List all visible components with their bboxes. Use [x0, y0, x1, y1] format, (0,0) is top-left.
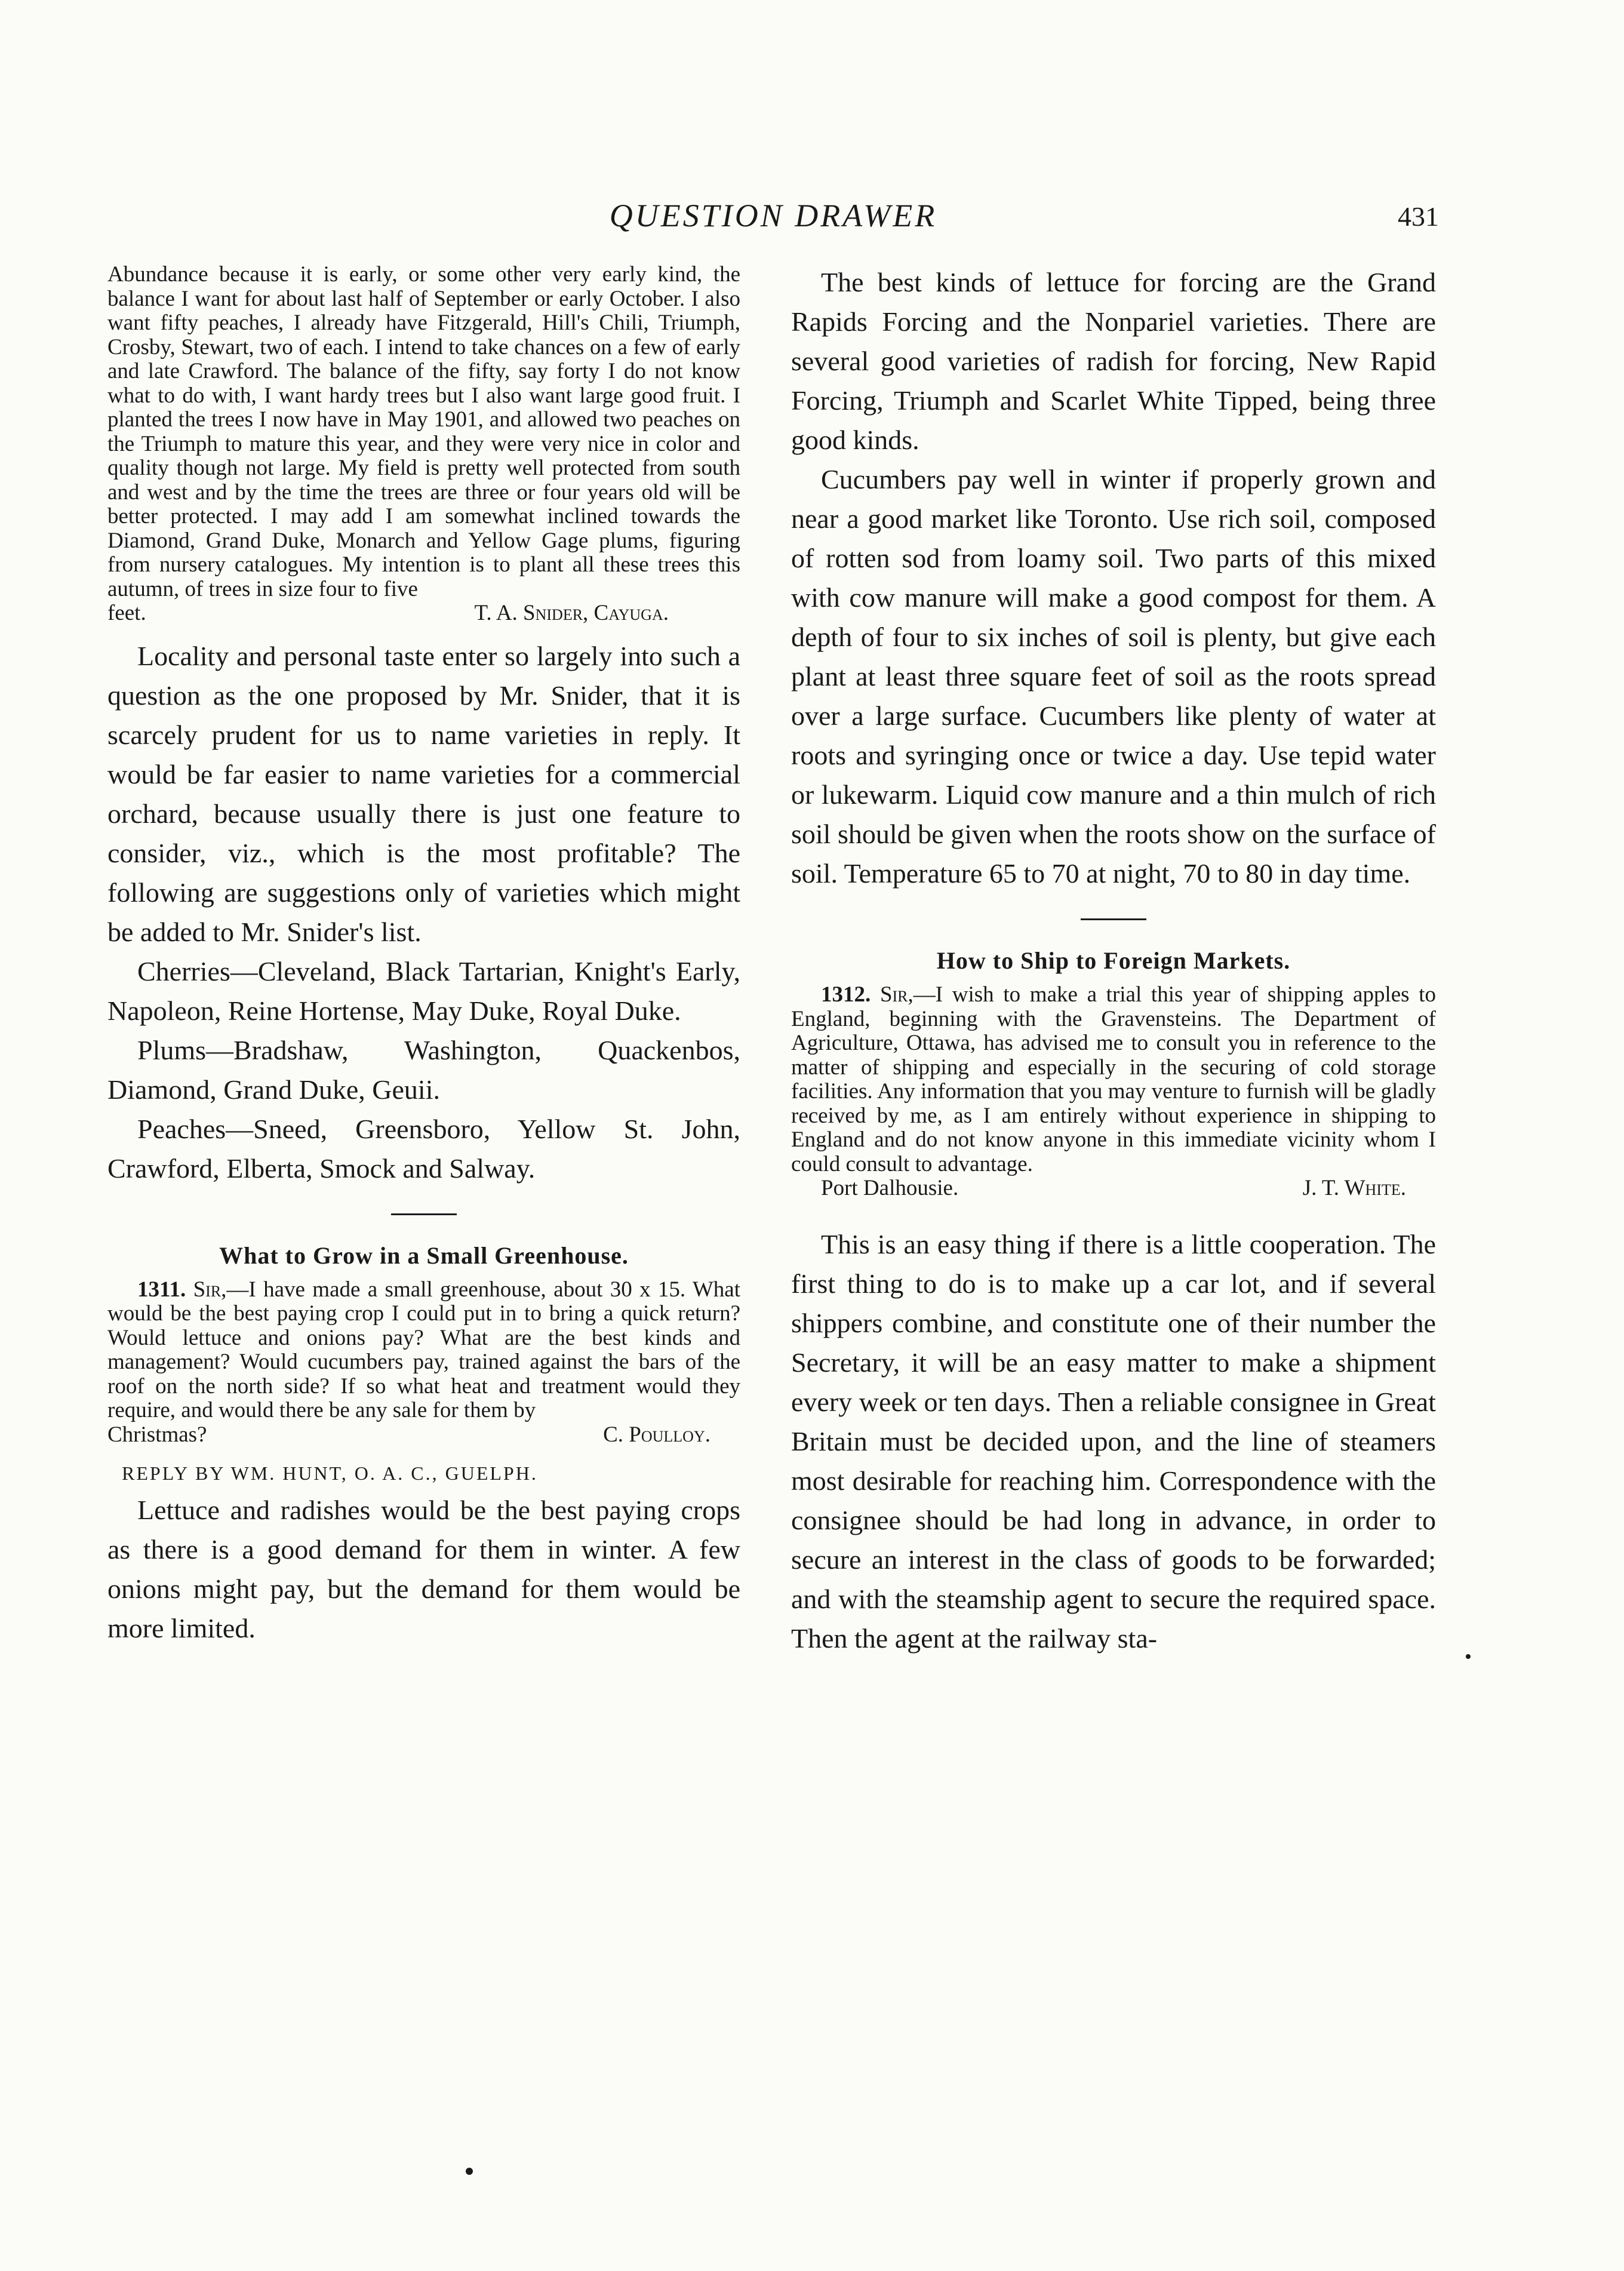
question-signature	[791, 1176, 1436, 1201]
section-divider	[391, 1213, 457, 1215]
question-letter	[107, 1278, 740, 1423]
question-body: —I have made a small greenhouse, about 30 x 15. What would be the best paying crop I could put in to bring a quick return? Would lettuce and onions pay? What are the best kinds and management? Would cucumbers pay, trained against the bars of the roof on the north side? If so what heat and treatment would they require, and would there be any sale for them by	[107, 1277, 740, 1422]
footer-mark	[466, 2168, 473, 2175]
salutation: Sir,	[879, 982, 914, 1007]
signature-left: Port Dalhousie.	[821, 1176, 959, 1200]
answer-paragraph: Peaches—Sneed, Greensboro, Yellow St. John, Crawford, Elberta, Smock and Salway.	[107, 1113, 740, 1184]
page-number: 431	[1398, 201, 1439, 232]
question-letter	[791, 983, 1436, 1176]
letter-continuation: Abundance because it is early, or some other very early kind, the balance I want for about last half of September or early October. I also want fifty peaches, I already have Fitzgerald, Hill's Chili, Triumph, Crosby, Stewart, two of each. I intend to take chances on a few of early and late Crawford. The balance of the fifty, say forty I do not know what to do with, I want hardy trees but I also want large good fruit. I planted the trees I now have in May 1901, and allowed two peaches on the Triumph to mature this year, and they were very nice in color and quality though not large. My field is pretty well protected from south and west and by the time the trees are three or four years old will be better protected. I may add I am somewhat inclined towards the Diamond, Grand Duke, Monarch and Yellow Gage plums, figuring from nursery catalogues. My intention is to plant all these trees this autumn, of trees in size four to five	[107, 262, 740, 601]
answer-paragraph: The best kinds of lettuce for forcing are the Grand Rapids Forcing and the Nonpariel varieties. There are several good varieties of radish for forcing, New Rapid Forcing, Triumph and Scarlet White Tipped, being three good kinds.	[791, 267, 1436, 455]
answer-paragraph: Locality and personal taste enter so largely into such a question as the one proposed by Mr. Snider, that it is scarcely prudent for us to name varieties in reply. It would be far easier to name varieties for a commercial orchard, because usually there is just one feature to consider, viz., which is the most profitable? The following are suggestions only of varieties which might be added to Mr. Snider's list.	[107, 640, 740, 947]
question-number: 1312.	[821, 982, 871, 1007]
letter-signature	[107, 601, 740, 626]
question-signature	[107, 1423, 740, 1448]
signature-left: Christmas?	[107, 1422, 207, 1447]
question-body: —I wish to make a trial this year of shipping apples to England, beginning with the Gravensteins. The Department of Agriculture, Ottawa, has advised me to consult you in reference to the matter of shipping and especially in the securing of cold storage facilities. Any information that you may venture to furnish will be gladly received by me, as I am entirely without experience in shipping to England and do not know anyone in this immediate vicinity whom I could consult to advantage.	[791, 982, 1437, 1176]
signature-author: J. T. White.	[1302, 1176, 1406, 1200]
margin-mark	[1466, 1654, 1471, 1659]
salutation: Sir,	[193, 1277, 227, 1302]
signature-left: feet.	[107, 601, 146, 625]
answer-paragraph: This is an easy thing if there is a little cooperation. The first thing to do is to make up a car lot, and if several shippers combine, and constitute one of their number the Secretary, it will be an easy matter to make a shipment every week or ten days. Then a reliable consignee in Great Britain must be decided upon, and the line of steamers most desirable for reaching him. Correspondence with the consignee should be had long in advance, in order to secure an interest in the class of goods to be forwarded; and with the steamship agent to secure the required space. Then the agent at the railway sta-	[791, 1228, 1436, 1654]
answer-paragraph: Cucumbers pay well in winter if properly grown and near a good market like Toronto. Use rich soil, composed of rotten sod from loamy soil. Two parts of this mixed with cow manure will make a good compost for them. A depth of four to six inches of soil is plenty, but give each plant at least three square feet of soil as the roots spread over a large surface. Cucumbers like plenty of water at roots and syringing once or twice a day. Use tepid water or lukewarm. Liquid cow manure and a thin mulch of rich soil should be given when the roots show on the surface of soil. Temperature 65 to 70 at night, 70 to 80 in day time.	[791, 464, 1436, 889]
reply-label: REPLY BY WM. HUNT, O. A. C., GUELPH.	[122, 1462, 538, 1484]
section-heading: What to Grow in a Small Greenhouse.	[219, 1241, 629, 1269]
page-header	[107, 197, 1439, 245]
section-divider	[1081, 918, 1146, 920]
running-title: QUESTION DRAWER	[609, 198, 937, 233]
answer-paragraph: Cherries—Cleveland, Black Tartarian, Knight's Early, Napoleon, Reine Hortense, May Duke, Royal Duke.	[107, 955, 740, 1026]
section-heading: How to Ship to Foreign Markets.	[936, 947, 1291, 974]
answer-paragraph: Plums—Bradshaw, Washington, Quackenbos, Diamond, Grand Duke, Geuii.	[107, 1034, 740, 1105]
question-number: 1311.	[137, 1277, 186, 1302]
signature-author: C. Poulloy.	[603, 1422, 710, 1447]
left-column	[107, 263, 740, 1648]
signature-author: T. A. Snider, Cayuga.	[474, 601, 669, 625]
right-column	[791, 263, 1436, 1658]
reply-paragraph: Lettuce and radishes would be the best paying crops as there is a good demand for them in winter. A few onions might pay, but the demand for them would be more limited.	[107, 1495, 740, 1643]
